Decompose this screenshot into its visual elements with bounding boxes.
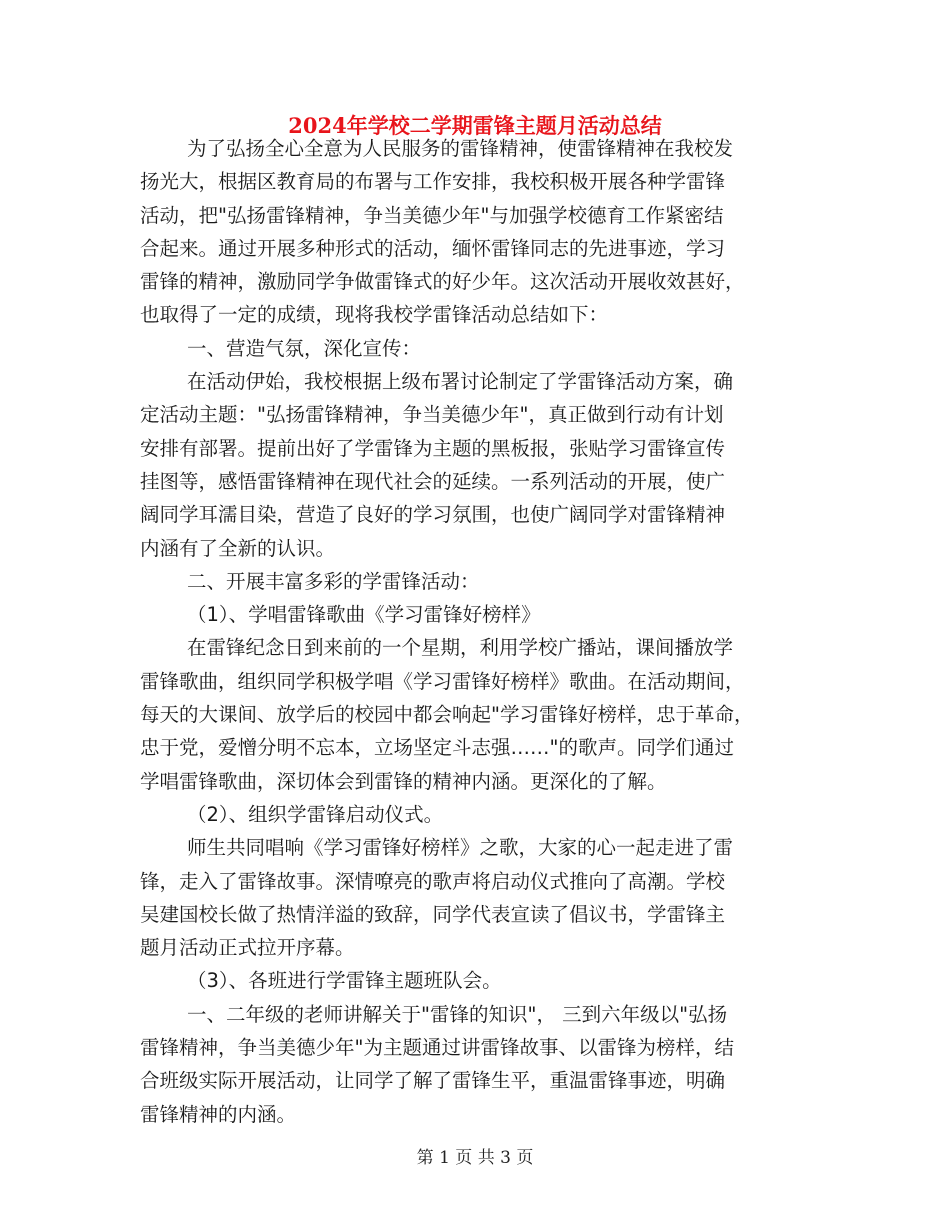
text-line: 在活动伊始，我校根据上级布署讨论制定了学雷锋活动方案，确 (187, 370, 734, 394)
text-line: 二、开展丰富多彩的学雷锋活动： (187, 569, 480, 593)
text-line: 雷锋精神，争当美德少年"为主题通过讲雷锋故事、以雷锋为榜样，结 (140, 1036, 734, 1060)
text-line: 合起来。通过开展多种形式的活动，缅怀雷锋同志的先进事迹，学习 (140, 236, 726, 260)
text-line: 活动，把"弘扬雷锋精神，争当美德少年"与加强学校德育工作紧密结 (140, 203, 724, 227)
text-line: 题月活动正式拉开序幕。 (140, 936, 355, 960)
text-line: 合班级实际开展活动，让同学了解了雷锋生平，重温雷锋事迹，明确 (140, 1069, 726, 1093)
text-line: 师生共同唱响《学习雷锋好榜样》之歌，大家的心一起走进了雷 (187, 836, 734, 860)
text-line: 阔同学耳濡目染，营造了良好的学习氛围，也使广阔同学对雷锋精神 (140, 503, 726, 527)
text-line: 学唱雷锋歌曲，深切体会到雷锋的精神内涵。更深化的了解。 (140, 769, 667, 793)
text-line: 雷锋歌曲，组织同学积极学唱《学习雷锋好榜样》歌曲。在活动期间， (140, 669, 745, 693)
text-line: 安排有部署。提前出好了学雷锋为主题的黑板报，张贴学习雷锋宣传 (140, 436, 726, 460)
text-line: 一、营造气氛，深化宣传： (187, 336, 422, 360)
text-line: （1）、学唱雷锋歌曲《学习雷锋好榜样》 (187, 603, 541, 627)
text-line: 内涵有了全新的认识。 (140, 536, 336, 560)
text-line: 锋，走入了雷锋故事。深情嘹亮的歌声将启动仪式推向了高潮。学校 (140, 869, 726, 893)
page-footer: 第 1 页 共 3 页 (416, 1148, 534, 1168)
text-line: 在雷锋纪念日到来前的一个星期，利用学校广播站，课间播放学 (187, 636, 734, 660)
text-line: 每天的大课间、放学后的校园中都会响起"学习雷锋好榜样，忠于革命， (140, 703, 754, 727)
text-line: 一、二年级的老师讲解关于"雷锋的知识"， 三到六年级以"弘扬 (187, 1002, 728, 1026)
text-line: 也取得了一定的成绩，现将我校学雷锋活动总结如下： (140, 303, 609, 327)
document-body (140, 132, 820, 1131)
text-line: 雷锋精神的内涵。 (140, 1102, 297, 1126)
text-line: 忠于党，爱憎分明不忘本，立场坚定斗志强……"的歌声。同学们通过 (140, 736, 734, 760)
document-title: 2024年学校二学期雷锋主题月活动总结 (288, 113, 662, 138)
text-line: 吴建国校长做了热情洋溢的致辞，同学代表宣读了倡议书，学雷锋主 (140, 902, 726, 926)
text-line: 为了弘扬全心全意为人民服务的雷锋精神，使雷锋精神在我校发 (187, 137, 734, 160)
text-line: （2）、组织学雷锋启动仪式。 (187, 802, 444, 826)
text-line: （3）、各班进行学雷锋主题班队会。 (187, 969, 502, 993)
text-line: 扬光大，根据区教育局的布署与工作安排，我校积极开展各种学雷锋 (140, 170, 726, 194)
text-line: 定活动主题："弘扬雷锋精神，争当美德少年"，真正做到行动有计划 (140, 403, 724, 427)
text-line: 雷锋的精神，激励同学争做雷锋式的好少年。这次活动开展收效甚好， (140, 270, 745, 294)
text-line: 挂图等，感悟雷锋精神在现代社会的延续。一系列活动的开展，使广 (140, 469, 726, 493)
